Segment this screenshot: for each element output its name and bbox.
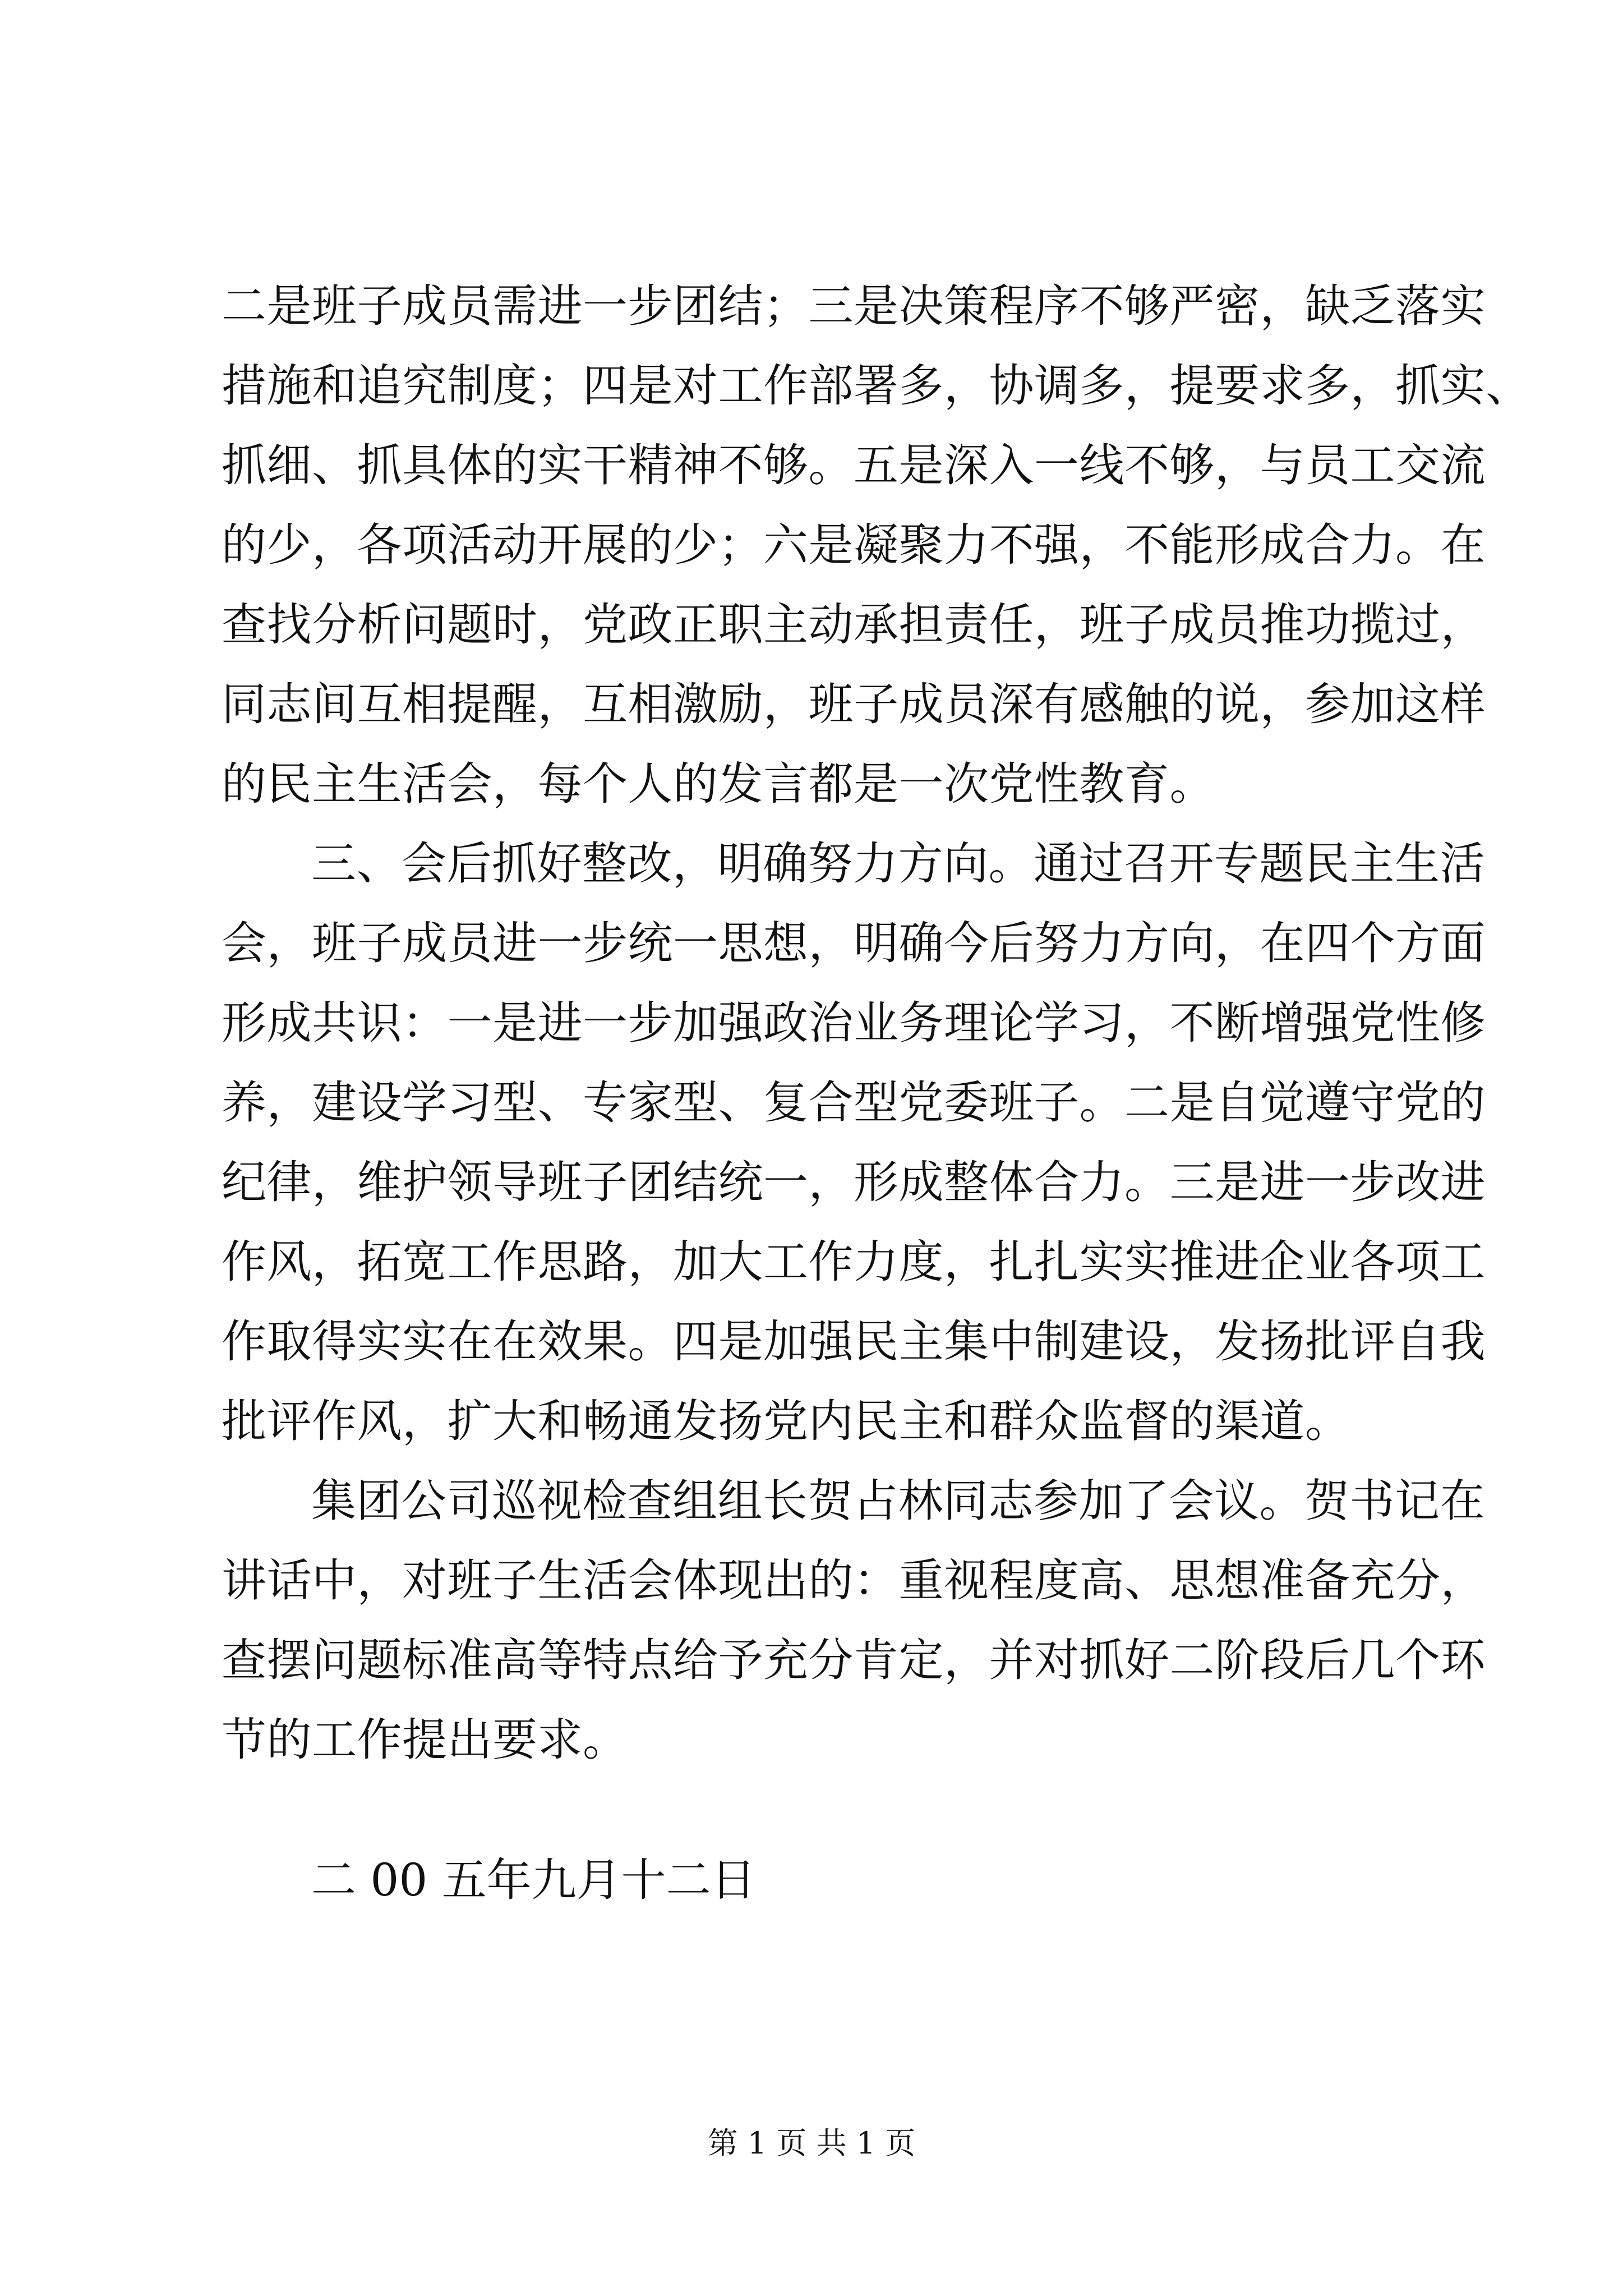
page-footer: 第 1 页 共 1 页 [707, 2125, 916, 2161]
text-line: 的民主生活会，每个人的发言都是一次党性教育。 [222, 758, 1215, 810]
text-line: 批评作风，扩大和畅通发扬党内民主和群众监督的渠道。 [222, 1395, 1350, 1447]
text-line: 作风，拓宽工作思路，加大工作力度，扎扎实实推进企业各项工 [222, 1236, 1486, 1288]
text-line: 作取得实实在在效果。四是加强民主集中制建设，发扬批评自我 [222, 1315, 1486, 1368]
text-line: 查找分析问题时，党政正职主动承担责任，班子成员推功揽过， [222, 599, 1486, 651]
text-line: 同志间互相提醒，互相激励，班子成员深有感触的说，参加这样 [222, 678, 1486, 730]
text-line: 讲话中，对班子生活会体现出的：重视程度高、思想准备充分， [222, 1554, 1486, 1607]
document-date: 二 00 五年九月十二日 [311, 1854, 756, 1906]
text-line: 节的工作提出要求。 [222, 1714, 628, 1766]
text-line: 养，建设学习型、专家型、复合型党委班子。二是自觉遵守党的 [222, 1076, 1486, 1129]
document-body [222, 266, 1531, 1780]
text-line: 二是班子成员需进一步团结；三是决策程序不够严密，缺乏落实 [222, 280, 1486, 332]
text-line: 措施和追究制度；四是对工作部署多，协调多，提要求多，抓实、 [222, 360, 1531, 412]
text-line: 会，班子成员进一步统一思想，明确今后努力方向，在四个方面 [222, 917, 1486, 969]
text-line: 的少，各项活动开展的少；六是凝聚力不强，不能形成合力。在 [222, 519, 1486, 571]
text-line: 形成共识：一是进一步加强政治业务理论学习，不断增强党性修 [222, 997, 1486, 1049]
paragraph-start-line: 集团公司巡视检查组组长贺占林同志参加了会议。贺书记在 [311, 1475, 1485, 1527]
text-line: 抓细、抓具体的实干精神不够。五是深入一线不够，与员工交流 [222, 439, 1486, 491]
paragraph-start-line: 三、会后抓好整改，明确努力方向。通过召开专题民主生活 [311, 838, 1485, 890]
text-line: 纪律，维护领导班子团结统一，形成整体合力。三是进一步改进 [222, 1156, 1486, 1208]
text-line: 查摆问题标准高等特点给予充分肯定，并对抓好二阶段后几个环 [222, 1634, 1486, 1686]
